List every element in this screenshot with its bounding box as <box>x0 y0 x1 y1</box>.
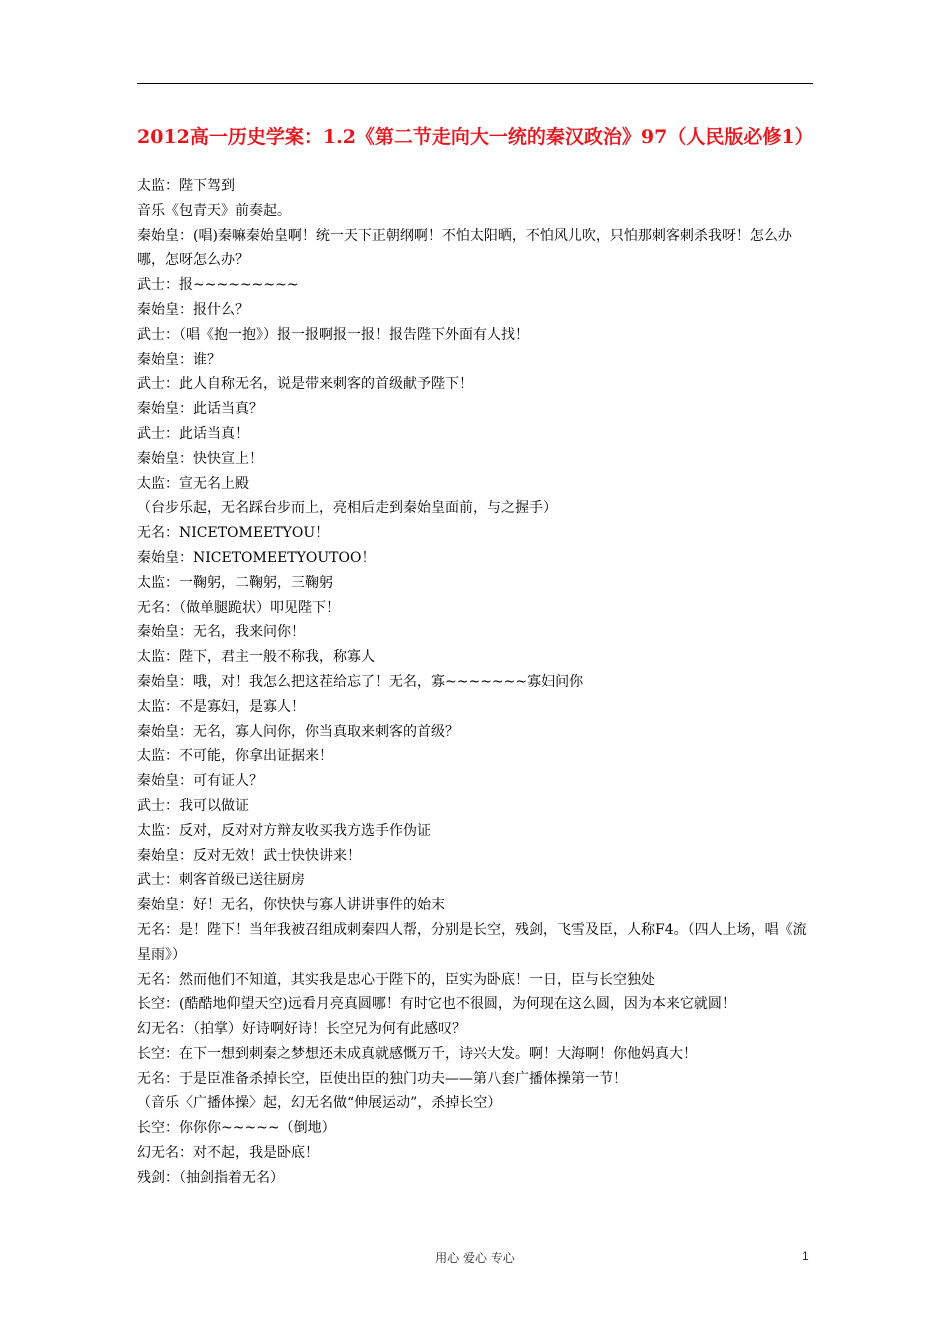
dialogue-line: 武士：此人自称无名，说是带来刺客的首级献予陛下！ <box>137 376 473 393</box>
header-rule <box>137 83 813 84</box>
dialogue-line: 无名：是！陛下！当年我被召组成刺秦四人帮，分别是长空，残剑，飞雪及臣，人称F4。（四人上场，唱《流星雨》） <box>137 921 807 963</box>
dialogue-line: 音乐《包青天》前奏起。 <box>137 202 291 219</box>
dialogue-line: 无名：于是臣准备杀掉长空，臣使出臣的独门功夫——第八套广播体操第一节！ <box>137 1070 627 1087</box>
dialogue-line: 长空：你你你~~~~~（倒地） <box>137 1120 336 1137</box>
dialogue-line: 残剑：（抽剑指着无名） <box>137 1169 284 1186</box>
dialogue-line: 无名：NICETOMEETYOU！ <box>137 525 330 542</box>
dialogue-line: 武士：我可以做证 <box>137 797 249 814</box>
dialogue-line: 长空：(酷酷地仰望天空)远看月亮真圆哪！有时它也不很圆，为何现在这么圆，因为本来它就圆！ <box>137 996 736 1013</box>
dialogue-line: 武士：刺客首级已送往厨房 <box>137 872 305 889</box>
dialogue-line: 秦始皇：可有证人？ <box>137 773 263 790</box>
dialogue-line: 秦始皇：好！无名，你快快与寡人讲讲事件的始末 <box>137 897 445 914</box>
dialogue-line: 秦始皇：此话当真？ <box>137 401 263 418</box>
document-title: 2012高一历史学案：1.2《第二节走向大一统的秦汉政治》97（人民版必修1） <box>137 126 814 148</box>
dialogue-line: 秦始皇：NICETOMEETYOUTOO！ <box>137 549 376 566</box>
dialogue-line: 秦始皇：哦，对！我怎么把这茬给忘了！无名，寡~~~~~~~寡妇问你 <box>137 673 584 690</box>
dialogue-line: 秦始皇：反对无效！武士快快讲来！ <box>137 847 361 864</box>
dialogue-line: 秦始皇：快快宣上！ <box>137 450 263 467</box>
dialogue-line: （音乐〈广播体操〉起，幻无名做“伸展运动”，杀掉长空） <box>137 1095 502 1112</box>
page-number: 1 <box>802 1249 809 1263</box>
document-body <box>137 174 817 1191</box>
dialogue-line: 太监：宣无名上殿 <box>137 475 249 492</box>
dialogue-line: 幻无名：对不起，我是卧底！ <box>137 1145 319 1162</box>
footer-motto: 用心 爱心 专心 <box>435 1251 515 1265</box>
dialogue-line: 秦始皇：无名，寡人问你，你当真取来刺客的首级？ <box>137 723 459 740</box>
dialogue-line: 无名：然而他们不知道，其实我是忠心于陛下的，臣实为卧底！一日，臣与长空独处 <box>137 971 655 988</box>
dialogue-line: 太监：陛下，君主一般不称我，称寡人 <box>137 649 375 666</box>
dialogue-line: 武士：此话当真！ <box>137 425 249 442</box>
dialogue-line: （台步乐起，无名踩台步而上，亮相后走到秦始皇面前，与之握手） <box>137 500 557 517</box>
dialogue-line: 秦始皇：无名，我来问你！ <box>137 624 305 641</box>
dialogue-line: 太监：反对，反对对方辩友收买我方选手作伪证 <box>137 822 431 839</box>
dialogue-line: 武士：报~~~~~~~~~ <box>137 277 299 294</box>
dialogue-line: 太监：不可能，你拿出证据来！ <box>137 748 333 765</box>
dialogue-line: 秦始皇：谁？ <box>137 351 221 368</box>
dialogue-line: 太监：一鞠躬，二鞠躬，三鞠躬 <box>137 574 333 591</box>
dialogue-line: 无名：（做单腿跪状）叩见陛下！ <box>137 599 340 616</box>
dialogue-line: 太监：不是寡妇，是寡人！ <box>137 698 305 715</box>
dialogue-line: 幻无名：（拍掌）好诗啊好诗！长空兄为何有此感叹？ <box>137 1021 466 1038</box>
dialogue-line: 秦始皇：(唱)秦嘛秦始皇啊！统一天下正朝纲啊！不怕太阳晒，不怕风儿吹，只怕那刺客刺杀我呀！怎么办哪，怎呀怎么办？ <box>137 227 792 269</box>
dialogue-line: 长空：在下一想到刺秦之梦想还未成真就感慨万千，诗兴大发。啊！大海啊！你他妈真大！ <box>137 1045 697 1062</box>
dialogue-line: 秦始皇：报什么？ <box>137 301 249 318</box>
dialogue-line: 太监：陛下驾到 <box>137 178 235 194</box>
dialogue-line: 武士：（唱《抱一抱》）报一报啊报一报！报告陛下外面有人找！ <box>137 326 529 343</box>
